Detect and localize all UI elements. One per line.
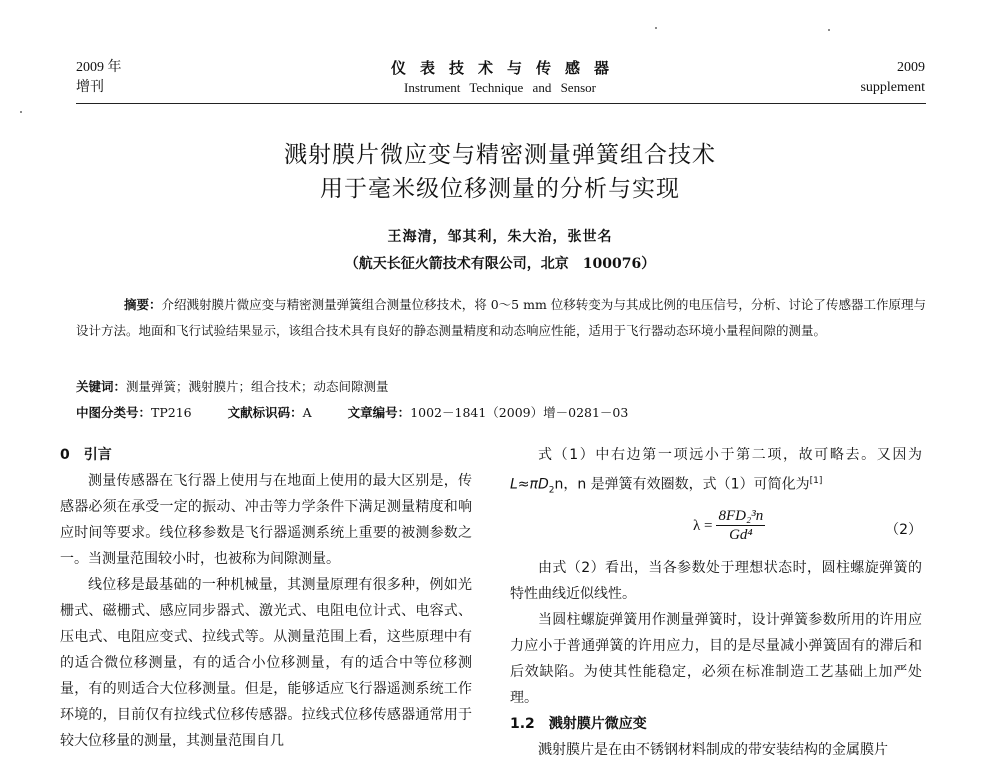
- paragraph: 式（1）中右边第一项远小于第二项，故可略去。又因为$L\approx\pi D_2n$，n 是弹簧有效圈数，式（1）可简化为[1]: [510, 447, 922, 496]
- formula-numerator: 8FD₂³n: [718, 508, 764, 525]
- formula-lhs: λ =: [693, 517, 713, 534]
- doc-code-value: A: [302, 405, 312, 420]
- clc-label: 中图分类号：: [76, 405, 152, 420]
- abstract-label: 摘要：: [124, 297, 162, 312]
- authors: 王海清，邹其利，朱大治，张世名: [387, 229, 613, 245]
- header-year-en: 2009: [897, 60, 925, 75]
- header-rule: [76, 103, 926, 104]
- header-journal: [0, 58, 1000, 98]
- formula: [693, 507, 765, 544]
- paragraph: 由式（2）看出，当各参数处于理想状态时，圆柱螺旋弹簧的特性曲线近似线性。: [510, 560, 922, 603]
- keywords: [76, 374, 389, 400]
- article-no-label: 文章编号：: [347, 405, 411, 420]
- header-year: 2009 年: [76, 60, 122, 75]
- keywords-label: 关键词：: [76, 379, 127, 394]
- keywords-text: 测量弹簧；溅射膜片；组合技术；动态间隙测量: [126, 379, 389, 394]
- header-issue: 增刊: [76, 80, 104, 95]
- affiliation: （航天长征火箭技术有限公司，北京 100076）: [344, 256, 656, 272]
- journal-name-cn: 仪表技术与传感器: [390, 59, 623, 77]
- article-title-line2: 用于毫米级位移测量的分析与实现: [320, 176, 680, 202]
- right-column: [510, 442, 922, 763]
- equation-2: [510, 503, 922, 555]
- formula-denominator: Gd⁴: [729, 527, 753, 544]
- journal-name-en: Instrument Technique and Sensor: [404, 80, 596, 95]
- fraction: [716, 507, 765, 544]
- paragraph: 线位移是最基础的一种机械量，其测量原理有很多种，例如光栅式、磁栅式、感应同步器式、激光式、电阻电位计式、电容式、压电式、电阻应变式、拉线式等。从测量范围上看，这些原理中有的适合微位移测量，有的适合小位移测量，有的适合中等位移测量，有的则适合大位移测量。但是，能够适应飞行器遥测系统工作环境的，目前仅有拉线式位移传感器。拉线式位移传感器通常用于较大位移量的测量，其测量范围自几: [60, 577, 472, 749]
- article-no-value: 1002－1841（2009）增－0281－03: [410, 405, 629, 420]
- equation-number: （2）: [885, 522, 922, 539]
- abstract-text: 介绍溅射膜片微应变与精密测量弹簧组合测量位移技术，将 0～5 mm 位移转变为与其成比例的电压信号，分析、讨论了传感器工作原理与设计方法。地面和飞行试验结果显示，该组合技术具有良好的静态测量精度和动态响应性能，适用于飞行器动态环境小量程间隙的测量。: [76, 297, 926, 338]
- left-column: [60, 442, 472, 754]
- clc-value: TP216: [151, 405, 192, 420]
- classification-line: [76, 400, 664, 426]
- header-right: [860, 58, 925, 98]
- paragraph: 溅射膜片是在由不锈钢材料制成的带安装结构的金属膜片: [538, 742, 888, 759]
- article-title-line1: 溅射膜片微应变与精密测量弹簧组合技术: [284, 142, 716, 168]
- scan-speck: [655, 27, 657, 29]
- section-heading-1-2: 1.2 溅射膜片微应变: [510, 716, 647, 733]
- scan-speck: [828, 29, 830, 31]
- header-issue-en: supplement: [860, 80, 925, 95]
- section-heading-introduction: 0 引言: [60, 447, 112, 463]
- paragraph: 当圆柱螺旋弹簧用作测量弹簧时，设计弹簧参数所用的许用应力应小于普通弹簧的许用应力，目的是尽量减小弹簧固有的滞后和后效缺陷。为使其性能稳定，必须在标准制造工艺基础上加严处理。: [510, 612, 922, 707]
- paragraph: 测量传感器在飞行器上使用与在地面上使用的最大区别是，传感器必须在承受一定的振动、冲击等力学条件下满足测量精度和响应时间等要求。线位移参数是飞行器遥测系统上重要的被测参数之一。当测量范围较小时，也被称为间隙测量。: [60, 473, 472, 567]
- abstract: [76, 292, 926, 344]
- citation-ref[interactable]: [1]: [809, 476, 823, 486]
- doc-code-label: 文献标识码：: [227, 405, 303, 420]
- scan-speck: [20, 111, 22, 113]
